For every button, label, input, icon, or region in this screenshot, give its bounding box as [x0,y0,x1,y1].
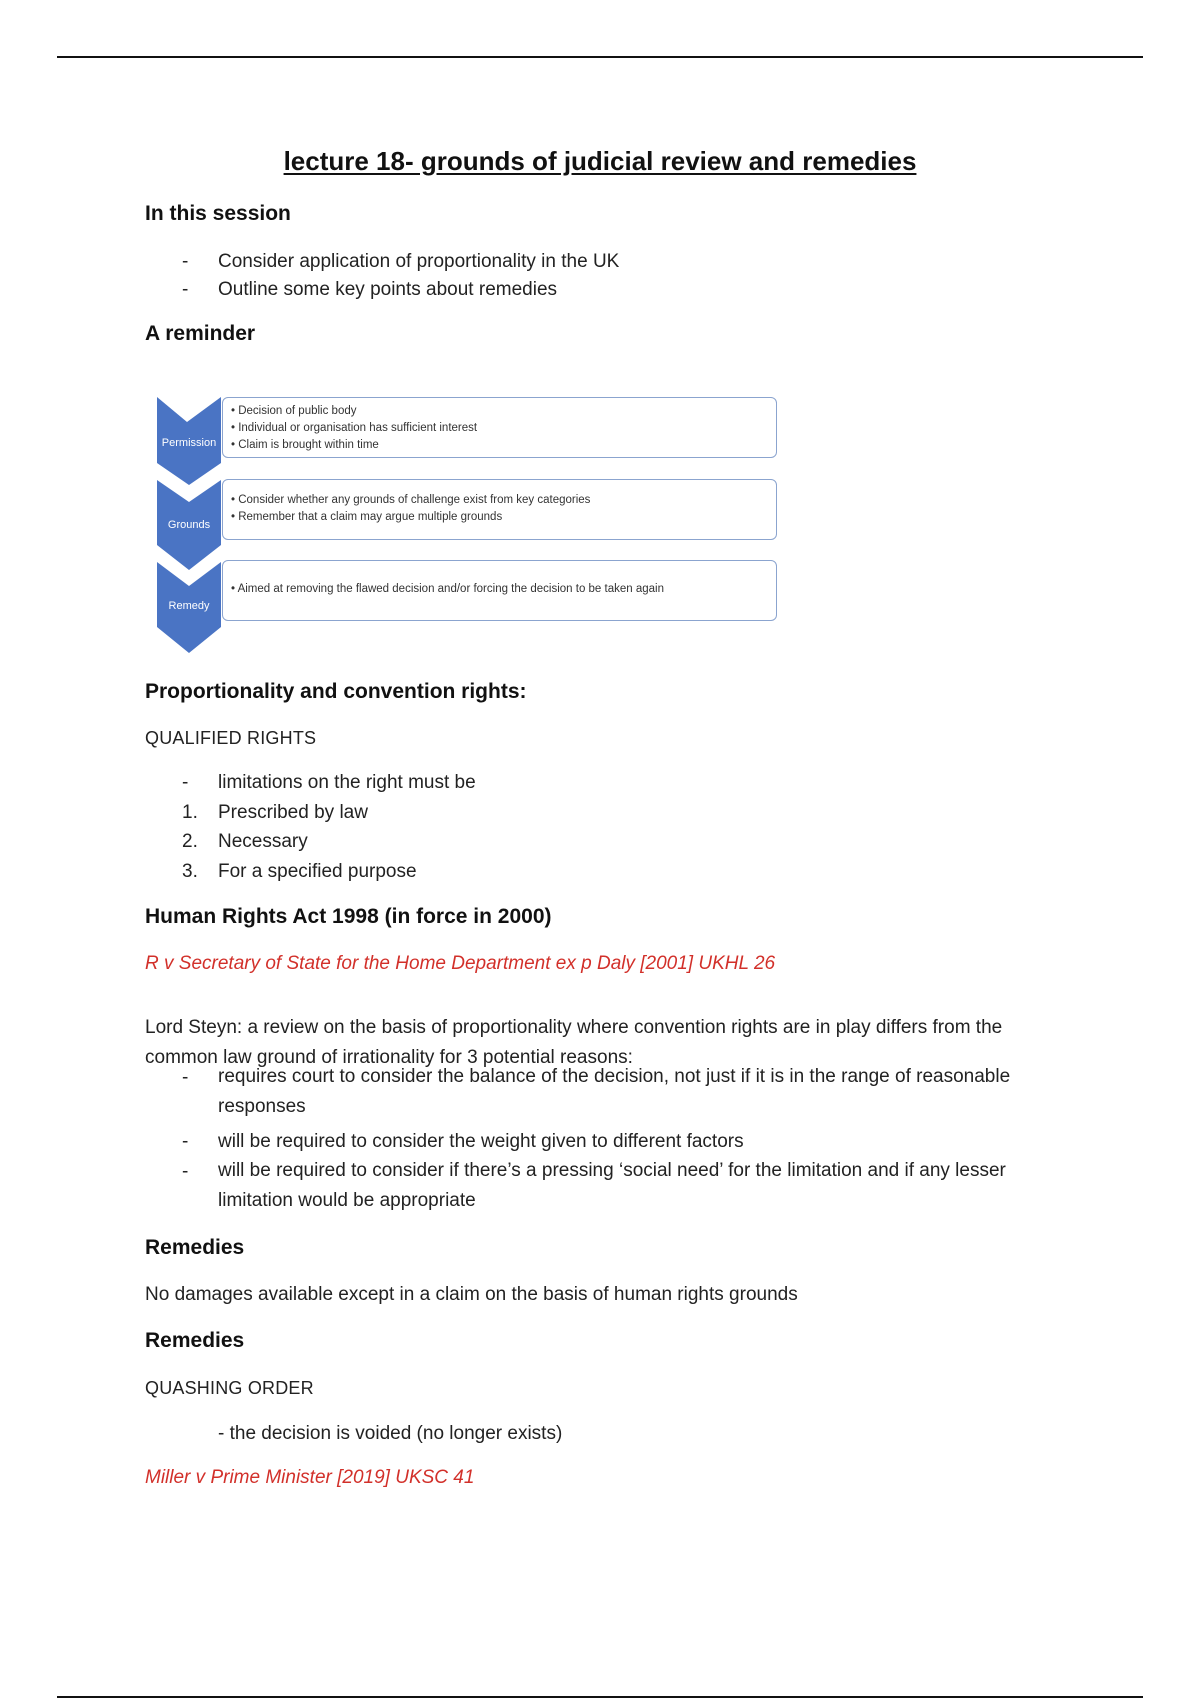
footer-rule [57,1696,1143,1698]
qualified-rights-label: QUALIFIED RIGHTS [145,728,317,748]
remedy-label: Remedy [168,600,210,612]
remedies-heading: Remedies [145,1236,245,1259]
remedies-heading-2: Remedies [145,1329,245,1352]
session-heading: In this session [145,202,291,225]
remedy-box: • Aimed at removing the flawed decision and/or forcing the decision to be taken again [222,560,777,621]
grounds-label: Grounds [167,519,211,531]
process-diagram [140,375,820,660]
lord-steyn-paragraph: Lord Steyn: a review on the basis of proportionality where convention rights are in play differs from the common law ground of irrationality for 3 potential reasons: [145,1017,1003,1068]
quashing-order-label: QUASHING ORDER [145,1378,314,1398]
page-title: lecture 18- grounds of judicial review and remedies [283,146,917,176]
permission-box: • Decision of public body • Individual or organisation has sufficient interest • Claim is brought within time [222,397,777,458]
header-rule [57,56,1143,58]
permission-label: Permission [161,437,217,449]
miller-case-citation: Miller v Prime Minister [2019] UKSC 41 [145,1467,475,1488]
damages-text: No damages available except in a claim on the basis of human rights grounds [145,1284,798,1305]
reminder-heading: A reminder [145,322,256,345]
quashing-note: - the decision is voided (no longer exists) [218,1423,563,1444]
hra-heading: Human Rights Act 1998 (in force in 2000) [145,905,552,928]
proportionality-heading: Proportionality and convention rights: [145,680,527,703]
grounds-box: • Consider whether any grounds of challenge exist from key categories • Remember that a claim may argue multiple grounds [222,479,777,540]
daly-case-citation: R v Secretary of State for the Home Department ex p Daly [2001] UKHL 26 [145,953,776,974]
